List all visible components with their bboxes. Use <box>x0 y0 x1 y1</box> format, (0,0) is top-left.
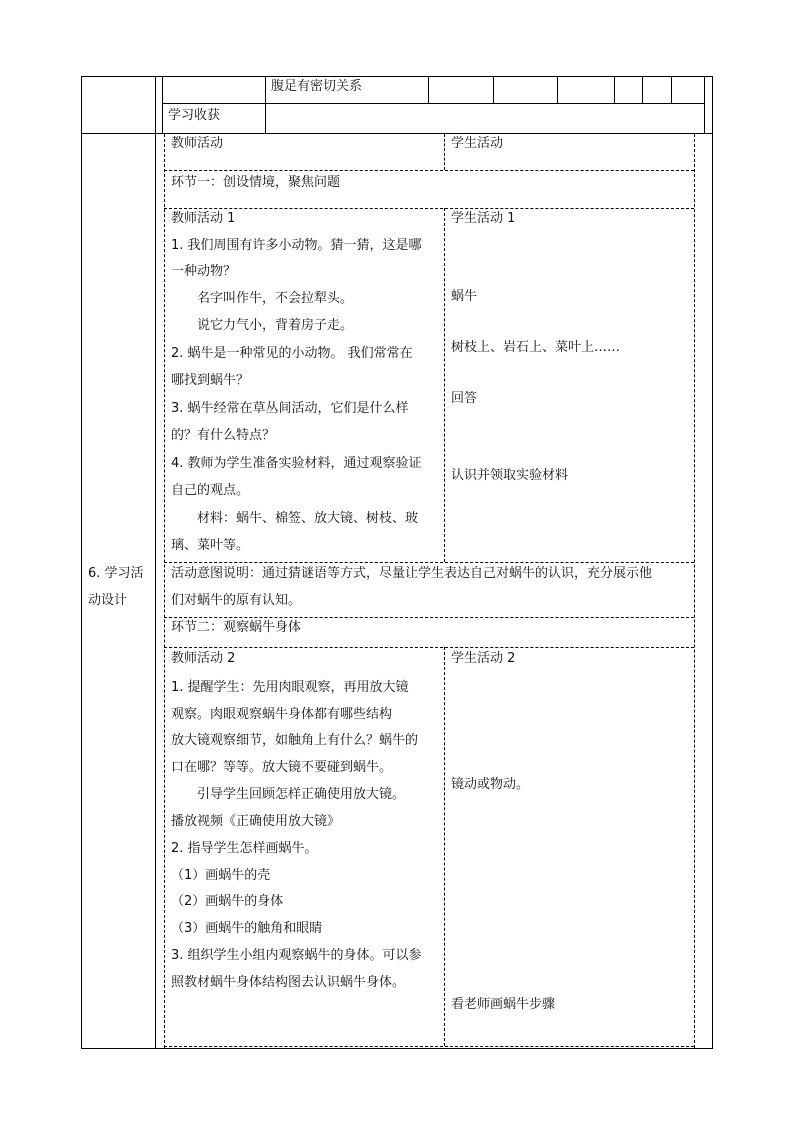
top-row-divider <box>162 103 704 104</box>
top-row-text: 腹足有密切关系 <box>271 79 363 94</box>
dashed-line-stage1-title-bottom <box>164 208 694 209</box>
stage1-teacher-line: 材料：蜗牛、棉签、放大镜、树枝、玻 <box>171 511 419 526</box>
stage2-teacher-line: 观察。肉眼观察蜗牛身体都有哪些结构 <box>171 707 393 722</box>
stage1-teacher-line: 的？有什么特点？ <box>171 428 276 443</box>
stage1-student-answer: 蜗牛 <box>451 289 478 304</box>
stage1-teacher-line: 一种动物？ <box>171 264 237 279</box>
inner-dashed-right <box>694 134 695 1048</box>
stage1-student-answer: 回答 <box>451 391 478 406</box>
table-bottom-border <box>81 1048 713 1049</box>
table-top-border <box>81 76 713 77</box>
top-inner-right-border <box>704 76 705 133</box>
stage2-title: 环节二：观察蜗牛身体 <box>171 620 302 635</box>
stage1-teacher-line: 哪找到蜗牛？ <box>171 373 250 388</box>
stage1-student-answer: 树枝上、岩石上、菜叶上…… <box>451 340 621 355</box>
stage1-teacher-line: 3. 蜗牛经常在草丛间活动，它们是什么样 <box>171 401 409 416</box>
stage2-teacher-line: 照教材蜗牛身体结构图去认识蜗牛身体。 <box>171 975 406 990</box>
stage1-intent-line1: 活动意图说明：通过猜谜语等方式，尽量让学生表达自己对蜗牛的认识，充分展示他 <box>171 566 653 581</box>
stage1-teacher-line: 璃、菜叶等。 <box>171 538 250 553</box>
stage2-teacher-line: （2）画蜗牛的身体 <box>171 894 284 909</box>
top-row-col-2 <box>428 76 429 103</box>
stage2-teacher-line: （1）画蜗牛的壳 <box>171 868 271 883</box>
stage2-teacher-line: 2. 指导学生怎样画蜗牛。 <box>171 841 318 856</box>
stage1-teacher-line: 自己的观点。 <box>171 483 250 498</box>
stage1-teacher-line: 2. 蜗牛是一种常见的小动物。 我们常常在 <box>171 346 413 361</box>
stage1-intent-line2: 们对蜗牛的原有认知。 <box>171 593 302 608</box>
label-column-divider <box>155 76 156 1048</box>
stage1-teacher-heading: 教师活动 1 <box>171 211 236 226</box>
learning-outcome-label: 学习收获 <box>168 108 221 123</box>
top-row-col-5 <box>614 76 615 103</box>
stage2-teacher-line: 口在哪？等等。放大镜不要碰到蜗牛。 <box>171 760 393 775</box>
stage2-teacher-line: 放大镜观察细节，如触角上有什么？蜗牛的 <box>171 733 419 748</box>
stage2-teacher-line: 1. 提醒学生：先用肉眼观察，再用放大镜 <box>171 680 409 695</box>
top-inner-left-border <box>162 76 163 133</box>
stage2-student-answer: 看老师画蜗牛步骤 <box>451 997 556 1012</box>
table-left-border <box>81 76 82 1048</box>
stage1-student-heading: 学生活动 1 <box>451 211 516 226</box>
student-activity-header: 学生活动 <box>451 136 504 151</box>
top-row-col-7 <box>671 76 672 103</box>
dashed-col-stage2 <box>444 647 445 1046</box>
top-row-col-4 <box>557 76 558 103</box>
stage1-student-answer: 认识并领取实验材料 <box>451 468 569 483</box>
stage2-teacher-heading: 教师活动 2 <box>171 651 236 666</box>
dashed-col-stage1 <box>444 208 445 562</box>
stage1-title: 环节一：创设情境，聚焦问题 <box>171 175 341 190</box>
stage1-teacher-line: 1. 我们周围有许多小动物。猜一猜，这是哪 <box>171 238 422 253</box>
stage2-teacher-line: 播放视频《正确使用放大镜》 <box>171 814 341 829</box>
stage2-teacher-line: 3. 组织学生小组内观察蜗牛的身体。可以参 <box>171 948 422 963</box>
stage1-teacher-line: 说它力气小，背着房子走。 <box>171 318 354 333</box>
stage2-teacher-line: 引导学生回顾怎样正确使用放大镜。 <box>171 787 406 802</box>
table-right-border <box>712 76 713 1048</box>
stage1-teacher-line: 4. 教师为学生准备实验材料，通过观察验证 <box>171 456 422 471</box>
top-row-col-1 <box>265 76 266 133</box>
dashed-line-stage2-title-bottom <box>164 647 694 648</box>
teacher-activity-header: 教师活动 <box>171 136 224 151</box>
section-label-line1: 6. 学习活 <box>88 566 144 581</box>
dashed-col-header <box>444 134 445 170</box>
stage2-student-answer: 镜动或物动。 <box>451 777 530 792</box>
top-row-col-6 <box>642 76 643 103</box>
stage2-teacher-line: （3）画蜗牛的触角和眼睛 <box>171 921 323 936</box>
stage2-student-heading: 学生活动 2 <box>451 651 516 666</box>
section-label-line2: 动设计 <box>88 593 128 608</box>
stage1-teacher-line: 名字叫作牛，不会拉犁头。 <box>171 291 354 306</box>
dashed-line-stage2-body-bottom <box>164 1046 694 1047</box>
top-row-col-3 <box>493 76 494 103</box>
inner-dashed-left <box>164 134 165 1048</box>
